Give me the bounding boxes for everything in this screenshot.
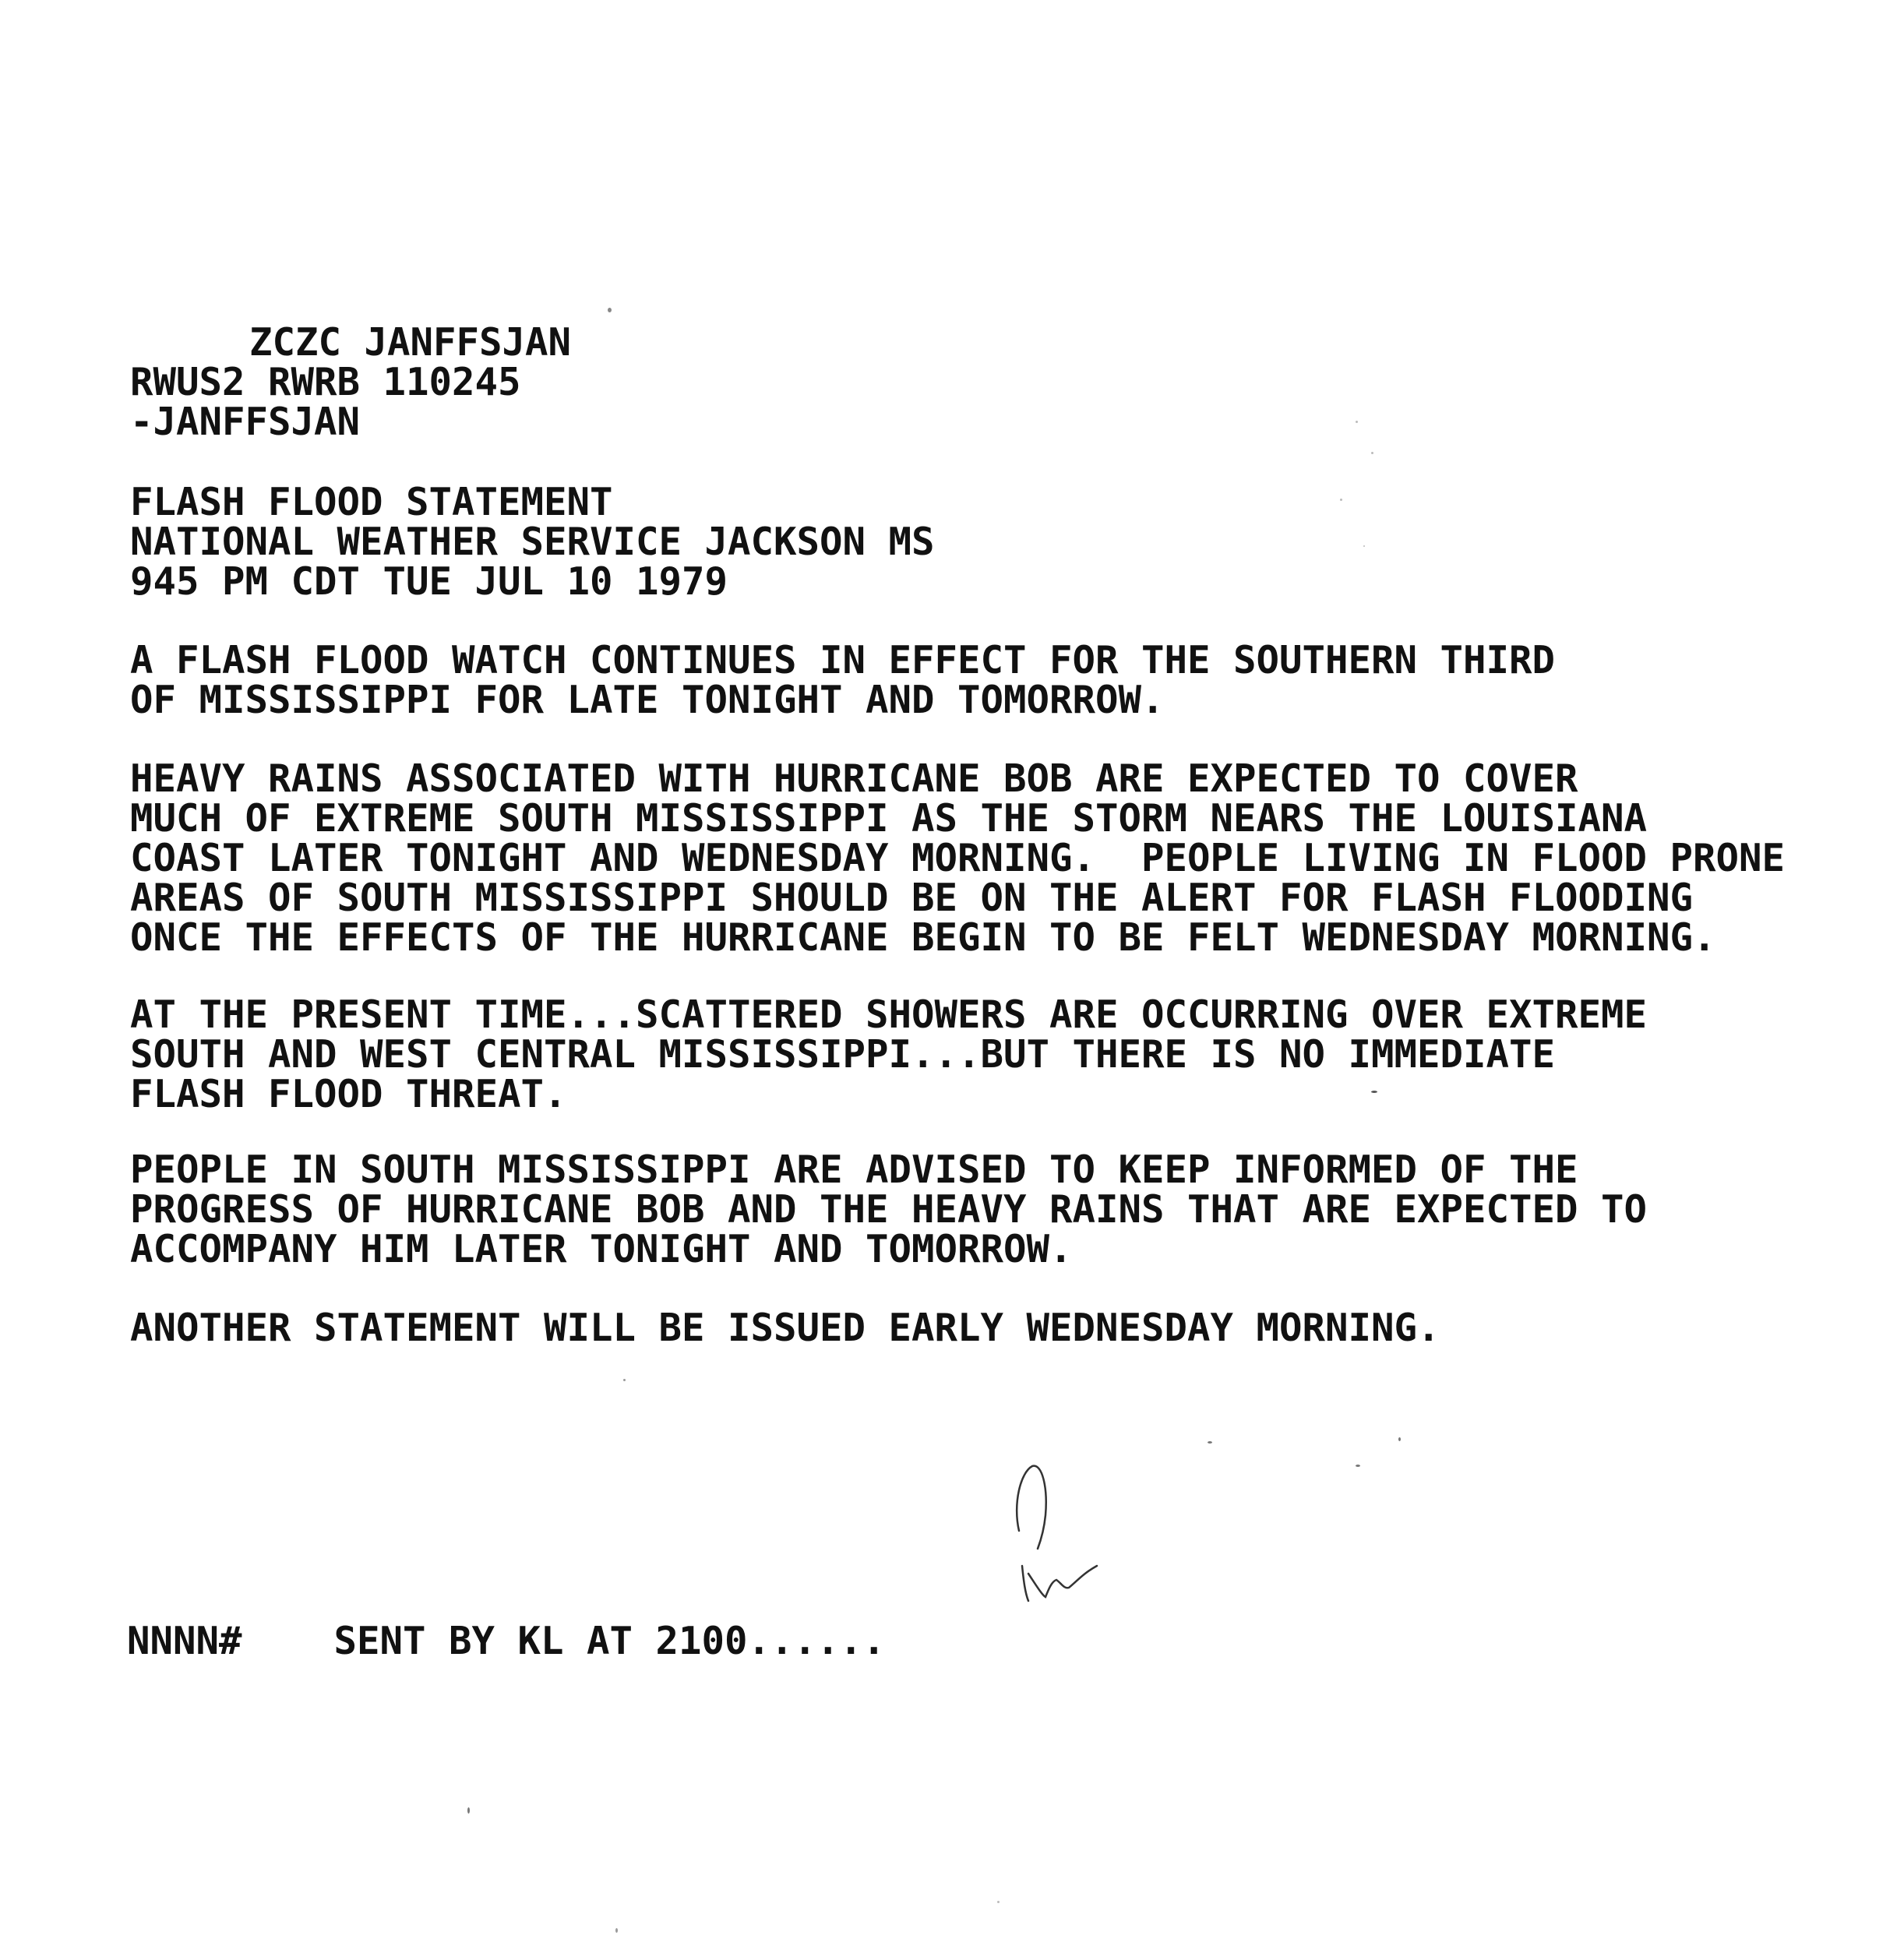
paragraph-line: COAST LATER TONIGHT AND WEDNESDAY MORNING. PEOPLE LIVING IN FLOOD PRONE bbox=[130, 836, 1786, 880]
scan-speck bbox=[1363, 545, 1365, 547]
scan-speck bbox=[1356, 421, 1358, 423]
paragraph-line: PROGRESS OF HURRICANE BOB AND THE HEAVY RAINS THAT ARE EXPECTED TO bbox=[130, 1187, 1648, 1232]
scan-speck bbox=[1371, 1091, 1377, 1093]
paragraph-line: AREAS OF SOUTH MISSISSIPPI SHOULD BE ON THE ALERT FOR FLASH FLOODING bbox=[130, 876, 1694, 920]
paragraph-line: ANOTHER STATEMENT WILL BE ISSUED EARLY WEDNESDAY MORNING. bbox=[130, 1306, 1440, 1350]
scan-speck bbox=[467, 1807, 470, 1814]
scan-speck bbox=[615, 1928, 618, 1933]
paragraph-line: PEOPLE IN SOUTH MISSISSIPPI ARE ADVISED TO KEEP INFORMED OF THE bbox=[130, 1148, 1578, 1192]
issuing-office: NATIONAL WEATHER SERVICE JACKSON MS bbox=[130, 520, 935, 564]
scan-speck bbox=[623, 1379, 626, 1381]
scan-speck bbox=[1356, 1465, 1360, 1467]
statement-title: FLASH FLOOD STATEMENT bbox=[130, 480, 613, 524]
paragraph-line: OF MISSISSIPPI FOR LATE TONIGHT AND TOMORROW. bbox=[130, 678, 1165, 722]
paragraph-line: ACCOMPANY HIM LATER TONIGHT AND TOMORROW. bbox=[130, 1227, 1073, 1271]
header-line-product-id: RWUS2 RWRB 110245 bbox=[130, 360, 521, 404]
paragraph-line: MUCH OF EXTREME SOUTH MISSISSIPPI AS THE STORM NEARS THE LOUISIANA bbox=[130, 796, 1648, 841]
paragraph-line: FLASH FLOOD THREAT. bbox=[130, 1072, 567, 1116]
scan-speck bbox=[1340, 499, 1342, 501]
paragraph-line: A FLASH FLOOD WATCH CONTINUES IN EFFECT FOR THE SOUTHERN THIRD bbox=[130, 638, 1556, 682]
scan-speck bbox=[1398, 1437, 1401, 1441]
scan-speck bbox=[608, 308, 612, 312]
header-line-product-code: -JANFFSJAN bbox=[130, 400, 361, 444]
paragraph-line: HEAVY RAINS ASSOCIATED WITH HURRICANE BOB ARE EXPECTED TO COVER bbox=[130, 756, 1578, 801]
paragraph-line: SOUTH AND WEST CENTRAL MISSISSIPPI...BUT THERE IS NO IMMEDIATE bbox=[130, 1032, 1556, 1077]
issue-datetime: 945 PM CDT TUE JUL 10 1979 bbox=[130, 559, 728, 604]
paragraph-line: ONCE THE EFFECTS OF THE HURRICANE BEGIN TO BE FELT WEDNESDAY MORNING. bbox=[130, 915, 1716, 960]
scan-speck bbox=[1208, 1441, 1212, 1444]
scan-speck bbox=[1371, 452, 1373, 454]
header-line-routing-code: ZCZC JANFFSJAN bbox=[249, 320, 572, 365]
paragraph-line: AT THE PRESENT TIME...SCATTERED SHOWERS ARE OCCURRING OVER EXTREME bbox=[130, 992, 1648, 1037]
handwritten-initials bbox=[1005, 1457, 1114, 1613]
scan-speck bbox=[997, 1901, 1000, 1903]
transmission-footer: NNNN# SENT BY KL AT 2100...... bbox=[127, 1619, 886, 1663]
